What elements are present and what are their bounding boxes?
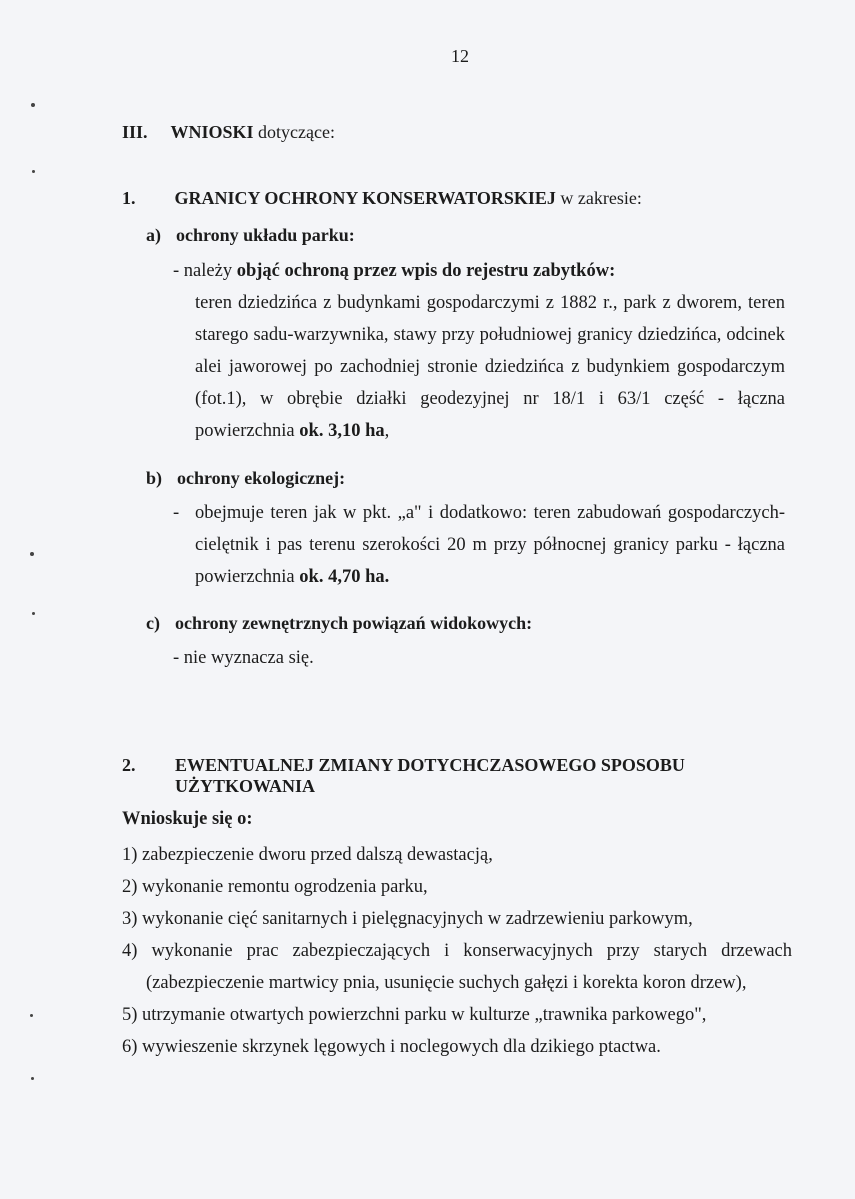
item-a-dash: - [173,261,180,281]
item-a-title: ochrony układu parku: [176,225,355,245]
item-a-lead [173,259,615,283]
item-a-line: teren dziedzińca z budynkami gospodarczymi z 1882 r., park z dworem, teren [195,293,785,313]
scan-speck [30,1014,33,1017]
item-b-letter: b) [146,468,163,488]
section-2-title-line1: EWENTUALNEJ ZMIANY DOTYCHCZASOWEGO SPOSOBU [175,755,685,775]
section-iii-heading [122,121,335,143]
list-item: 3) wykonanie cięć sanitarnych i pielęgnacyjnych w zadrzewieniu parkowym, [122,909,693,929]
item-a-line: starego sadu-warzywnika, stawy przy południowej granicy dziedzińca, odcinek [195,325,785,345]
scan-speck [32,612,35,615]
item-a-area [195,419,389,443]
list-item: 6) wywieszenie skrzynek lęgowych i noclegowych dla dzikiego ptactwa. [122,1037,661,1057]
scan-speck [31,1077,34,1080]
section-1-title: GRANICY OCHRONY KONSERWATORSKIEJ [174,188,556,208]
item-b-title: ochrony ekologicznej: [177,468,346,488]
scan-speck [32,170,35,173]
item-c-title: ochrony zewnętrznych powiązań widokowych: [174,613,533,633]
section-2-number: 2. [122,755,136,775]
item-a-lead-text: należy [183,261,233,281]
section-1-number: 1. [122,188,136,208]
list-item: 5) utrzymanie otwartych powierzchni parku w kulturze „trawnika parkowego", [122,1005,707,1025]
item-c-heading [146,612,532,634]
wnioskuje-heading: Wnioskuje się o: [122,809,253,829]
list-item-continuation: (zabezpieczenie martwicy pnia, usunięcie suchych gałęzi i korekta koron drzew), [146,973,747,993]
item-c-letter: c) [146,613,160,633]
section-1-rest: w zakresie: [560,188,642,208]
section-iii-rest: dotyczące: [258,122,335,142]
section-iii-number: III. [122,122,148,142]
list-item: 2) wykonanie remontu ogrodzenia parku, [122,877,428,897]
item-a-area-prefix: powierzchnia [195,421,295,441]
item-a-area-value: ok. 3,10 ha [299,421,385,441]
item-b-line: cielętnik i pas terenu szerokości 20 m przy północnej granicy parku - łączna [195,535,785,555]
section-iii-title: WNIOSKI [170,122,254,142]
item-b-area-value: ok. 4,70 ha. [299,567,390,587]
item-b-line: obejmuje teren jak w pkt. „a" i dodatkowo: teren zabudowań gospodarczych- [195,503,785,523]
item-a-letter: a) [146,225,161,245]
section-1-heading [122,187,642,209]
item-b-area [195,565,389,589]
item-c-text [173,646,314,670]
list-item: 1) zabezpieczenie dworu przed dalszą dewastacją, [122,845,493,865]
item-c-dash: - [173,648,180,668]
item-a-line: (fot.1), w obrębie działki geodezyjnej nr 18/1 i 63/1 część - łączna [195,389,785,409]
item-c-body: nie wyznacza się. [183,648,314,668]
page-number: 12 [451,46,469,66]
item-a-area-suffix: , [384,421,390,441]
item-a-line: alei jaworowej po zachodniej stronie dziedzińca z budynkiem gospodarczym [195,357,785,377]
scan-speck [31,103,35,107]
item-b-area-prefix: powierzchnia [195,567,295,587]
item-a-heading [146,224,355,246]
item-b-heading [146,467,345,489]
item-b-dash: - [173,503,180,523]
list-item: 4) wykonanie prac zabezpieczających i konserwacyjnych przy starych drzewach [122,941,792,961]
scan-speck [30,552,34,556]
item-a-lead-bold: objąć ochroną przez wpis do rejestru zabytków: [236,261,616,281]
section-2-title-line2: UŻYTKOWANIA [175,776,316,796]
